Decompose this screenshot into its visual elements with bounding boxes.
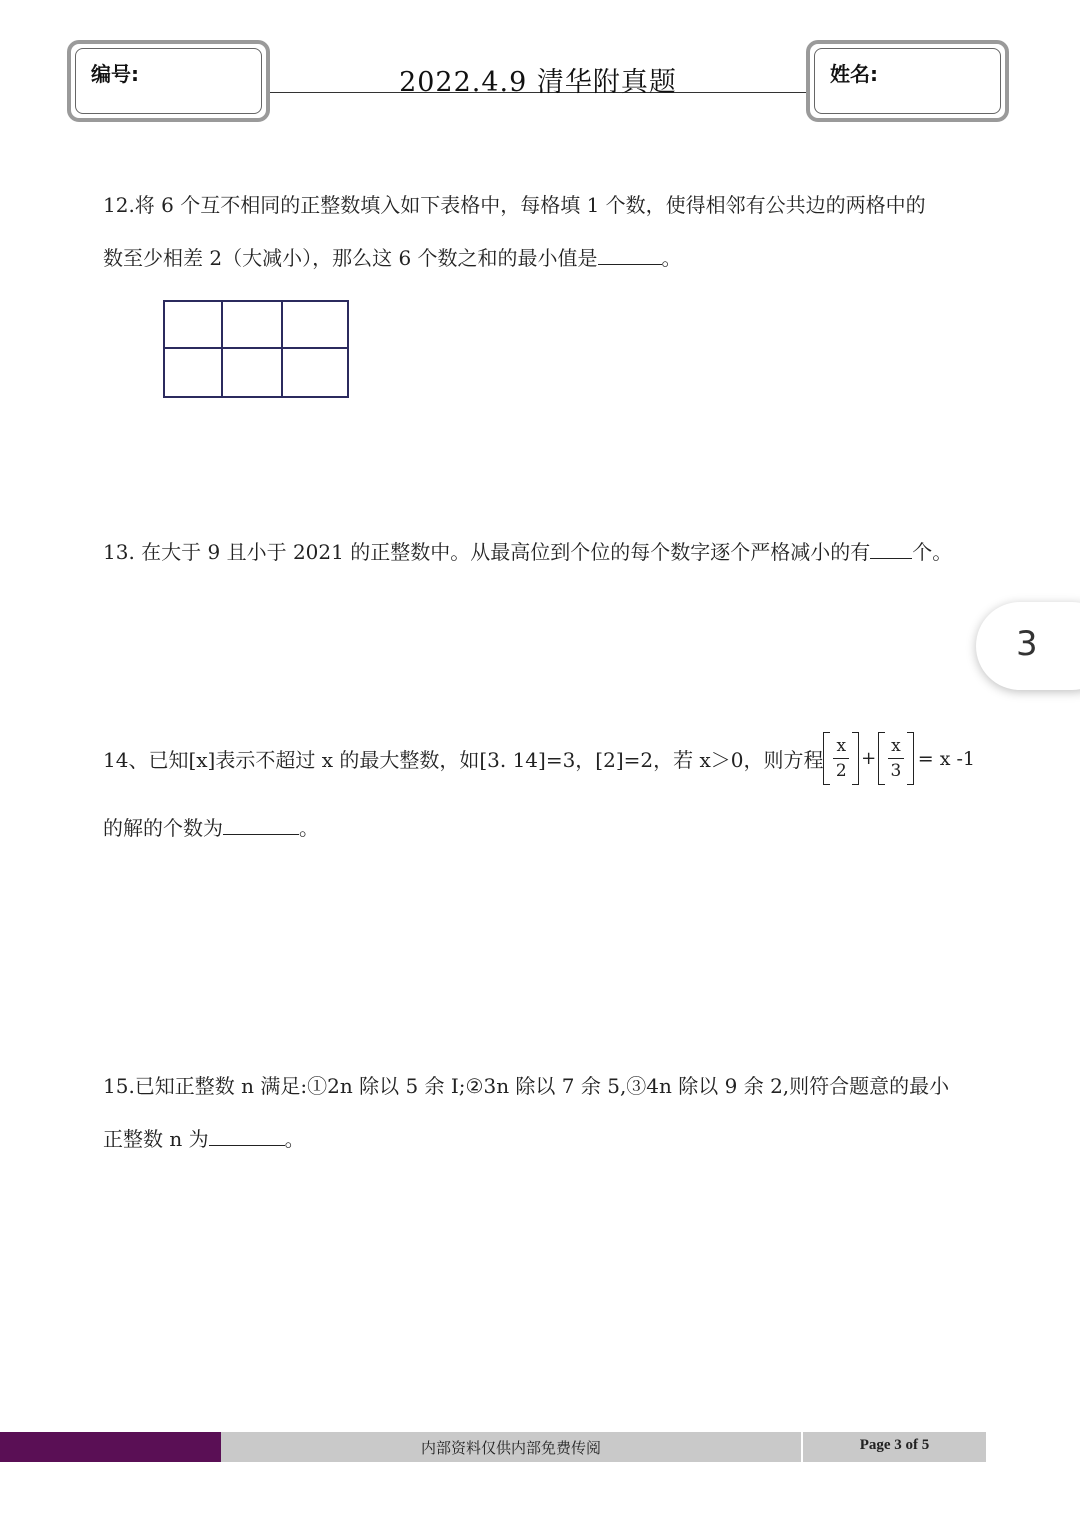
- grid-cell: [165, 349, 223, 396]
- page-title: 2022.4.9 清华附真题: [399, 67, 677, 98]
- name-box: [806, 40, 1009, 122]
- q14-rhs: = x -1: [917, 747, 975, 770]
- id-box: [67, 40, 270, 122]
- id-label: 编号:: [91, 62, 139, 86]
- q12-answer-blank[interactable]: [598, 246, 662, 265]
- q12-line1: 12.将 6 个互不相同的正整数填入如下表格中，每格填 1 个数，使得相邻有公共边的两格中的: [103, 193, 926, 217]
- frac1-denominator: 2: [835, 761, 847, 781]
- grid-cell: [283, 302, 347, 349]
- q14-end: 。: [299, 816, 319, 840]
- q14-floor-fraction-2: [878, 732, 914, 785]
- q15-answer-blank[interactable]: [209, 1127, 285, 1146]
- page-number-tab-label: 3: [1016, 624, 1038, 664]
- page-number-tab[interactable]: [976, 602, 1080, 690]
- q14-line1-text: 14、已知[x]表示不超过 x 的最大整数，如[3. 14]=3，[2]=2，若 x＞0，则方程: [103, 748, 824, 772]
- q13-text: 13. 在大于 9 且小于 2021 的正整数中。从最高位到个位的每个数字逐个严格减小的有: [103, 540, 871, 564]
- q15-end: 。: [284, 1127, 305, 1151]
- name-label: 姓名:: [830, 62, 878, 86]
- q12-line2-text: 数至少相差 2（大减小），那么这 6 个数之和的最小值是: [103, 246, 598, 270]
- footer-note: 内部资料仅供内部免费传阅: [420, 1439, 601, 1457]
- frac2-numerator: x: [888, 734, 904, 759]
- q14-line1: [103, 732, 975, 785]
- q13-answer-blank[interactable]: [870, 540, 912, 559]
- q12-end: 。: [661, 246, 682, 270]
- q12-grid-table: [163, 300, 349, 398]
- grid-cell: [223, 302, 283, 349]
- frac1-numerator: x: [833, 734, 849, 759]
- q15-line2: [103, 1123, 305, 1152]
- q14-floor-fraction-1: [823, 732, 859, 785]
- q15-line1: 15.已知正整数 n 满足:①2n 除以 5 余 I;②3n 除以 7 余 5,③4n 除以 9 余 2,则符合题意的最小: [103, 1074, 950, 1098]
- footer-accent-bar: [0, 1432, 221, 1462]
- q14-line2-text: 的解的个数为: [103, 816, 223, 840]
- frac2-denominator: 3: [890, 761, 902, 781]
- grid-cell: [165, 302, 223, 349]
- q15-line2-text: 正整数 n 为: [103, 1127, 209, 1151]
- grid-cell: [283, 349, 347, 396]
- footer-page-number: Page 3 of 5: [859, 1437, 930, 1453]
- q14-plus: +: [861, 748, 877, 769]
- q13-end: 个。: [912, 540, 953, 564]
- q14-answer-blank[interactable]: [223, 816, 299, 835]
- q13-line: [103, 536, 952, 565]
- grid-cell: [223, 349, 283, 396]
- q14-line2: [103, 812, 319, 841]
- q12-line2: [103, 242, 682, 271]
